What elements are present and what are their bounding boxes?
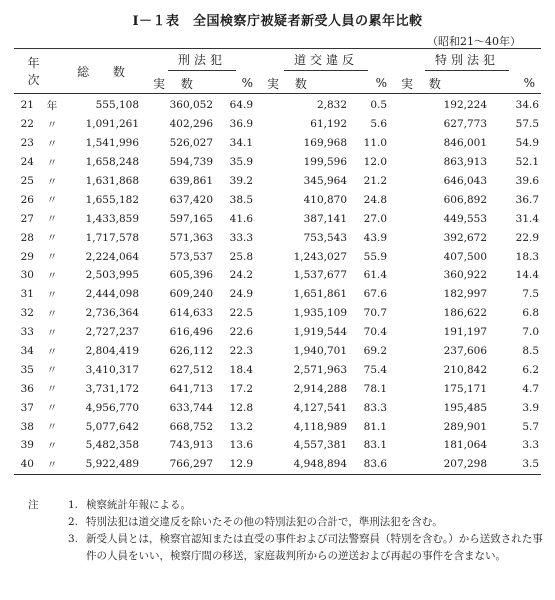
header-year: 年 次 xyxy=(14,49,67,94)
cell-keiho: 637,420 xyxy=(169,193,214,206)
cell-total: 2,503,995 xyxy=(85,269,140,282)
cell-doko-pct: 11.0 xyxy=(363,137,388,150)
cell-tokubetsu-pct: 39.6 xyxy=(515,175,540,187)
cell-doko: 1,243,027 xyxy=(293,250,348,263)
cell-keiho-pct: 33.3 xyxy=(229,231,254,244)
cell-total: 1,091,261 xyxy=(85,118,140,131)
footnote-number: 3. xyxy=(68,533,79,545)
cell-keiho-pct: 13.6 xyxy=(229,439,254,452)
cell-doko: 1,940,701 xyxy=(293,345,348,358)
cell-keiho: 597,165 xyxy=(169,212,214,225)
cell-year-unit: 〃 xyxy=(46,307,58,320)
cell-tokubetsu: 360,922 xyxy=(443,269,488,282)
cell-tokubetsu: 627,773 xyxy=(443,118,488,131)
footnote-number: 2. xyxy=(68,516,79,528)
cell-keiho-pct: 12.9 xyxy=(229,458,254,471)
table-row xyxy=(14,228,541,247)
cell-doko: 1,537,677 xyxy=(293,269,348,282)
cell-year-unit: 〃 xyxy=(46,213,58,226)
cell-doko: 345,964 xyxy=(303,175,348,187)
cell-keiho: 609,240 xyxy=(169,288,214,301)
cell-doko: 1,651,861 xyxy=(293,288,348,301)
cell-total: 5,077,642 xyxy=(85,420,140,433)
cell-doko-pct: 69.2 xyxy=(363,345,388,358)
cell-year: 30 xyxy=(20,269,34,282)
cell-keiho: 402,296 xyxy=(169,118,214,131)
cell-tokubetsu: 195,485 xyxy=(443,401,488,414)
cell-year: 37 xyxy=(20,401,34,414)
cell-keiho: 626,112 xyxy=(169,345,214,358)
table-row xyxy=(14,134,541,153)
cell-tokubetsu: 606,892 xyxy=(443,193,488,206)
cell-year: 26 xyxy=(20,193,34,206)
footnotes xyxy=(28,497,543,565)
cell-keiho: 594,739 xyxy=(169,156,214,169)
cell-tokubetsu: 210,842 xyxy=(443,363,488,376)
cell-doko-pct: 0.5 xyxy=(370,99,388,112)
table-row xyxy=(14,342,541,361)
cell-tokubetsu: 192,224 xyxy=(443,99,488,112)
cell-keiho-pct: 24.2 xyxy=(229,269,254,282)
cell-doko: 2,914,288 xyxy=(293,382,348,395)
cell-total: 2,727,237 xyxy=(85,326,140,339)
cell-year-unit: 〃 xyxy=(46,194,58,207)
cell-doko: 387,141 xyxy=(303,212,348,225)
cell-doko: 169,968 xyxy=(303,137,348,150)
header-group-doko xyxy=(259,49,393,74)
cell-year-unit: 〃 xyxy=(46,156,58,169)
cell-tokubetsu-pct: 14.4 xyxy=(515,269,540,282)
table-row xyxy=(14,247,541,266)
cell-keiho-pct: 22.5 xyxy=(229,307,254,320)
footnote-text: 検察統計年報による。 xyxy=(86,499,191,511)
table-row xyxy=(14,398,541,417)
table-row xyxy=(14,379,541,398)
cell-total: 5,922,489 xyxy=(85,458,140,471)
cell-keiho-pct: 39.2 xyxy=(229,175,254,187)
cell-keiho-pct: 13.2 xyxy=(229,420,254,433)
cell-tokubetsu: 392,672 xyxy=(443,231,488,244)
cell-tokubetsu-pct: 34.6 xyxy=(515,99,540,112)
cell-tokubetsu-pct: 18.3 xyxy=(515,250,540,263)
cell-tokubetsu-pct: 57.5 xyxy=(515,118,540,131)
cell-doko-pct: 83.3 xyxy=(363,401,388,414)
table-row xyxy=(14,455,541,474)
cell-year: 21 xyxy=(20,99,34,112)
cell-total: 555,108 xyxy=(95,99,140,112)
cell-tokubetsu: 407,500 xyxy=(443,250,488,263)
period-label: （昭和21～40年） xyxy=(427,35,521,48)
cell-tokubetsu: 175,171 xyxy=(443,382,488,395)
header-group-tokubetsu xyxy=(393,49,541,74)
table-row xyxy=(14,94,541,115)
cell-year-unit: 〃 xyxy=(46,137,58,150)
cell-tokubetsu: 846,001 xyxy=(443,137,488,150)
cell-doko-pct: 75.4 xyxy=(363,363,388,376)
cell-tokubetsu: 646,043 xyxy=(443,175,488,187)
cell-year-unit: 〃 xyxy=(46,175,58,188)
cell-doko: 199,596 xyxy=(303,156,348,169)
cell-keiho-pct: 35.9 xyxy=(229,156,254,169)
data-table xyxy=(14,48,541,475)
header-percent-doko: % xyxy=(353,73,393,94)
cell-tokubetsu: 237,606 xyxy=(443,345,488,358)
cell-doko-pct: 70.7 xyxy=(363,307,388,320)
cell-doko-pct: 12.0 xyxy=(363,156,388,169)
cell-keiho: 641,713 xyxy=(169,382,214,395)
cell-keiho: 668,752 xyxy=(169,420,214,433)
cell-keiho-pct: 41.6 xyxy=(229,212,254,225)
cell-year-unit: 〃 xyxy=(46,383,58,396)
cell-doko-pct: 78.1 xyxy=(363,382,388,395)
cell-keiho: 614,633 xyxy=(169,307,214,320)
cell-tokubetsu: 191,197 xyxy=(443,326,488,339)
cell-year-unit: 〃 xyxy=(46,421,58,434)
cell-doko-pct: 67.6 xyxy=(363,288,388,301)
cell-total: 1,433,859 xyxy=(85,212,140,225)
table-row xyxy=(14,153,541,172)
cell-keiho: 616,496 xyxy=(169,326,214,339)
cell-keiho-pct: 34.1 xyxy=(229,137,254,150)
footnote-item xyxy=(28,497,543,514)
cell-doko-pct: 5.6 xyxy=(370,118,388,131)
cell-keiho-pct: 12.8 xyxy=(229,401,254,414)
cell-year: 23 xyxy=(20,137,34,150)
cell-tokubetsu-pct: 54.9 xyxy=(515,137,540,150)
cell-doko: 1,919,544 xyxy=(293,326,348,339)
cell-keiho: 573,537 xyxy=(169,250,214,263)
cell-doko: 2,832 xyxy=(316,99,348,112)
table-row xyxy=(14,190,541,209)
cell-tokubetsu: 181,064 xyxy=(443,439,488,452)
cell-year-unit: 〃 xyxy=(46,364,58,377)
cell-tokubetsu-pct: 4.7 xyxy=(522,382,540,395)
cell-doko-pct: 83.1 xyxy=(363,439,388,452)
cell-total: 2,736,364 xyxy=(85,307,140,320)
cell-tokubetsu-pct: 3.5 xyxy=(522,458,540,471)
cell-year-unit: 〃 xyxy=(46,232,58,245)
table-title: Ⅰ－１表 全国検察庁被疑者新受人員の累年比較 xyxy=(132,14,423,29)
cell-doko-pct: 24.8 xyxy=(363,193,388,206)
header-group-keiho-label: 刑法犯 xyxy=(168,51,236,71)
cell-tokubetsu-pct: 6.2 xyxy=(522,363,540,376)
cell-keiho-pct: 24.9 xyxy=(229,288,254,301)
cell-total: 1,541,996 xyxy=(85,137,140,150)
cell-keiho-pct: 64.9 xyxy=(229,99,254,112)
cell-doko: 4,557,381 xyxy=(293,439,348,452)
cell-doko-pct: 21.2 xyxy=(363,175,388,187)
cell-year-unit: 〃 xyxy=(46,439,58,452)
cell-year: 29 xyxy=(20,250,34,263)
cell-doko-pct: 55.9 xyxy=(363,250,388,263)
footnote-label: 注 xyxy=(28,499,39,511)
cell-tokubetsu: 449,553 xyxy=(443,212,488,225)
cell-tokubetsu: 186,622 xyxy=(443,307,488,320)
cell-doko-pct: 61.4 xyxy=(363,269,388,282)
table-row xyxy=(14,417,541,436)
cell-tokubetsu-pct: 22.9 xyxy=(515,231,540,244)
cell-year-unit: 〃 xyxy=(46,402,58,415)
cell-total: 1,658,248 xyxy=(85,156,140,169)
table-row xyxy=(14,285,541,304)
cell-tokubetsu-pct: 31.4 xyxy=(515,212,540,225)
cell-tokubetsu-pct: 52.1 xyxy=(515,156,540,169)
cell-doko-pct: 83.6 xyxy=(363,458,388,471)
cell-total: 3,410,317 xyxy=(85,363,140,376)
cell-doko-pct: 81.1 xyxy=(363,420,388,433)
cell-total: 1,717,578 xyxy=(85,231,140,244)
cell-doko: 4,948,894 xyxy=(293,458,348,471)
cell-year-unit: 〃 xyxy=(46,269,58,282)
cell-keiho: 360,052 xyxy=(169,99,214,112)
cell-year: 27 xyxy=(20,212,34,225)
cell-tokubetsu: 182,997 xyxy=(443,288,488,301)
table-row xyxy=(14,360,541,379)
cell-year: 40 xyxy=(20,458,34,471)
header-count-doko: 実 数 xyxy=(259,73,353,94)
cell-keiho: 766,297 xyxy=(169,458,214,471)
cell-keiho-pct: 22.6 xyxy=(229,326,254,339)
footnote-item xyxy=(28,531,543,565)
cell-keiho-pct: 17.2 xyxy=(229,382,254,395)
cell-total: 1,631,868 xyxy=(85,175,140,187)
cell-keiho: 743,913 xyxy=(169,439,214,452)
cell-doko: 1,935,109 xyxy=(293,307,348,320)
cell-tokubetsu-pct: 3.3 xyxy=(522,439,540,452)
header-count-keiho: 実 数 xyxy=(145,73,219,94)
cell-tokubetsu-pct: 7.0 xyxy=(522,326,540,339)
cell-doko: 410,870 xyxy=(303,193,348,206)
cell-tokubetsu-pct: 7.5 xyxy=(522,288,540,301)
cell-year-unit: 年 xyxy=(46,99,58,112)
cell-tokubetsu: 863,913 xyxy=(443,156,488,169)
table-row xyxy=(14,172,541,191)
cell-doko: 4,127,541 xyxy=(293,401,348,414)
cell-keiho-pct: 38.5 xyxy=(229,193,254,206)
cell-doko: 753,543 xyxy=(303,231,348,244)
cell-tokubetsu-pct: 36.7 xyxy=(515,193,540,206)
cell-tokubetsu-pct: 6.8 xyxy=(522,307,540,320)
cell-year: 22 xyxy=(20,118,34,131)
cell-year-unit: 〃 xyxy=(46,458,58,471)
cell-year-unit: 〃 xyxy=(46,288,58,301)
cell-keiho: 605,396 xyxy=(169,269,214,282)
cell-total: 4,956,770 xyxy=(85,401,140,414)
footnote-number: 1. xyxy=(68,499,79,511)
table-row xyxy=(14,266,541,285)
cell-total: 1,655,182 xyxy=(85,193,140,206)
cell-keiho-pct: 18.4 xyxy=(229,363,254,376)
cell-year: 34 xyxy=(20,345,34,358)
table-row xyxy=(14,323,541,342)
cell-total: 5,482,358 xyxy=(85,439,140,452)
cell-tokubetsu: 207,298 xyxy=(443,458,488,471)
footnote-text: 新受人員とは，検察官認知または直受の事件および司法警察員（特別を含む。）から送致された事件の人員をいい，検察庁間の移送，家庭裁判所からの逆送および再起の事件を含まない。 xyxy=(86,533,543,562)
cell-year: 32 xyxy=(20,307,34,320)
header-percent-tokubetsu: % xyxy=(493,73,541,94)
cell-year-unit: 〃 xyxy=(46,251,58,264)
table-row xyxy=(14,436,541,455)
header-group-tokubetsu-label: 特別法犯 xyxy=(425,51,509,71)
cell-year: 39 xyxy=(20,439,34,452)
cell-doko: 2,571,963 xyxy=(293,363,348,376)
cell-year: 25 xyxy=(20,175,34,187)
header-total: 総 数 xyxy=(67,49,145,94)
cell-keiho: 526,027 xyxy=(169,137,214,150)
cell-doko-pct: 27.0 xyxy=(363,212,388,225)
cell-keiho: 627,512 xyxy=(169,363,214,376)
cell-total: 2,224,064 xyxy=(85,250,140,263)
header-group-keiho xyxy=(145,49,259,74)
cell-year: 33 xyxy=(20,326,34,339)
header-percent-keiho: % xyxy=(219,73,259,94)
cell-year: 28 xyxy=(20,231,34,244)
header-group-doko-label: 道交違反 xyxy=(284,51,368,71)
cell-keiho-pct: 22.3 xyxy=(229,345,254,358)
footnote-item xyxy=(28,514,543,531)
cell-tokubetsu-pct: 8.5 xyxy=(522,345,540,358)
cell-year: 36 xyxy=(20,382,34,395)
cell-keiho: 571,363 xyxy=(169,231,214,244)
cell-doko: 4,118,989 xyxy=(293,420,348,433)
footnote-text: 特別法犯は道交違反を除いたその他の特別法犯の合計で，準刑法犯を含む。 xyxy=(86,516,443,528)
cell-doko: 61,192 xyxy=(310,118,348,131)
cell-keiho: 639,861 xyxy=(169,175,214,187)
cell-tokubetsu-pct: 3.9 xyxy=(522,401,540,414)
cell-year: 24 xyxy=(20,156,34,169)
table-body xyxy=(14,94,541,475)
header-count-tokubetsu: 実 数 xyxy=(393,73,493,94)
cell-year: 38 xyxy=(20,420,34,433)
cell-doko-pct: 43.9 xyxy=(363,231,388,244)
cell-year-unit: 〃 xyxy=(46,118,58,131)
cell-tokubetsu: 289,901 xyxy=(443,420,488,433)
cell-total: 2,444,098 xyxy=(85,288,140,301)
cell-keiho-pct: 25.8 xyxy=(229,250,254,263)
cell-year: 35 xyxy=(20,363,34,376)
cell-total: 3,731,172 xyxy=(85,382,140,395)
cell-year-unit: 〃 xyxy=(46,326,58,339)
table-row xyxy=(14,209,541,228)
cell-keiho-pct: 36.9 xyxy=(229,118,254,131)
cell-year: 31 xyxy=(20,288,34,301)
table-row xyxy=(14,304,541,323)
cell-total: 2,804,419 xyxy=(85,345,140,358)
table-row xyxy=(14,115,541,134)
cell-tokubetsu-pct: 5.7 xyxy=(522,420,540,433)
cell-doko-pct: 70.4 xyxy=(363,326,388,339)
cell-keiho: 633,744 xyxy=(169,401,214,414)
cell-year-unit: 〃 xyxy=(46,345,58,358)
